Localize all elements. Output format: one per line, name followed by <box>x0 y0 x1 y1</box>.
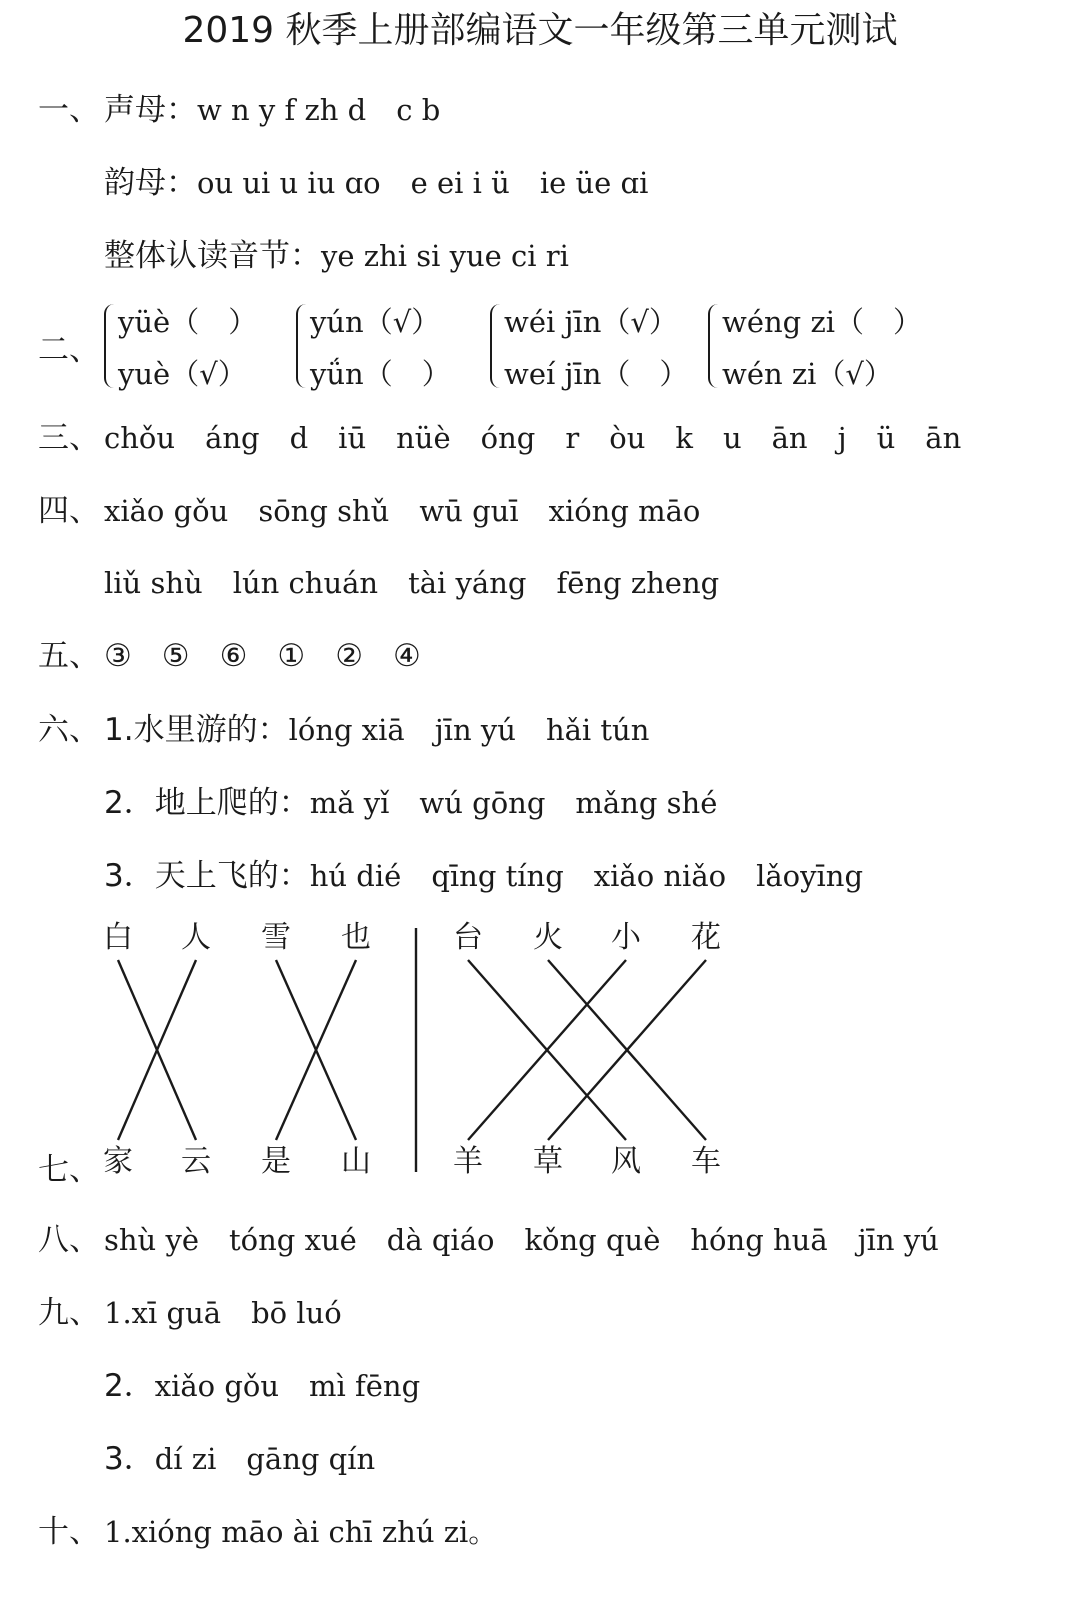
answer-item: d <box>289 421 309 455</box>
answer-item: mǎ yǐ <box>309 786 390 820</box>
answer-item: mì fēng <box>309 1369 421 1403</box>
answer-item: wú gōng <box>419 786 546 820</box>
choice-bottom: yuè（√） <box>118 357 247 391</box>
answer-item: sōng shǔ <box>258 494 390 528</box>
answer-item: j <box>837 421 847 455</box>
label-yunmu: 韵母： <box>104 165 197 201</box>
answer-item: ān <box>925 421 962 455</box>
answer-item: ān <box>771 421 808 455</box>
category-label: 1.水里游的： <box>104 712 289 748</box>
answer-item: tài yáng <box>408 566 527 600</box>
answer-item: xiǎo gǒu <box>154 1369 280 1403</box>
answer-item: áng <box>205 421 260 455</box>
section-number-9: 九、 <box>38 1295 100 1331</box>
answer-item: ye zhi si yue ci ri <box>321 239 569 273</box>
choice-bottom: wén zi（√） <box>722 357 893 391</box>
answer-item: lún chuán <box>232 566 379 600</box>
answer-item: jīn yú <box>434 713 516 747</box>
choice-bottom: yǘn（ ） <box>310 357 451 391</box>
answer-item: dí zi <box>154 1442 217 1476</box>
answer-item: fēng zheng <box>556 566 720 600</box>
answer-item: ① <box>277 638 306 674</box>
section-number-3: 三、 <box>38 420 100 456</box>
answer-item: ou ui u iu ɑo <box>197 166 381 200</box>
answer-item: xiǎo gǒu <box>104 494 229 528</box>
choice-top: yún（√） <box>310 305 441 339</box>
section-number-7: 七、 <box>38 1152 100 1188</box>
match-char-top: 雪 <box>261 920 291 955</box>
match-char-bottom: 车 <box>691 1144 721 1179</box>
match-char-bottom: 云 <box>181 1144 211 1179</box>
answer-item: òu <box>609 421 646 455</box>
answer-item: ④ <box>392 638 421 674</box>
answer-item: xiǎo niǎo <box>593 859 727 893</box>
match-char-top: 火 <box>533 920 563 955</box>
answer-item: hú dié <box>309 859 402 893</box>
section-number-5: 五、 <box>38 638 100 674</box>
answer-item: ⑥ <box>219 638 248 674</box>
match-char-top: 人 <box>181 920 211 955</box>
item-number: 3． <box>104 1441 155 1477</box>
section-number-8: 八、 <box>38 1222 100 1258</box>
match-char-bottom: 羊 <box>453 1144 483 1179</box>
answer-item: wū guī <box>419 494 519 528</box>
answer-item: tóng xué <box>229 1223 357 1257</box>
match-char-top: 花 <box>691 920 721 955</box>
answer-item: r <box>565 421 580 455</box>
answer-item: ü <box>876 421 896 455</box>
section-number-6: 六、 <box>38 712 100 748</box>
answer-item: ② <box>335 638 363 674</box>
answer-item: shù yè <box>104 1223 200 1257</box>
match-char-bottom: 草 <box>533 1144 563 1179</box>
answer-item: mǎng shé <box>575 786 718 820</box>
match-char-bottom: 是 <box>261 1144 291 1179</box>
answer-item: óng <box>480 421 536 455</box>
answer-item: bō luó <box>251 1296 342 1330</box>
match-char-top: 台 <box>453 920 483 955</box>
answer-item: iū <box>338 421 367 455</box>
answer-item: jīn yú <box>857 1223 939 1257</box>
match-char-top: 白 <box>103 920 133 955</box>
label-shengmu: 声母： <box>104 92 197 128</box>
answer-item: dà qiáo <box>386 1223 495 1257</box>
section-8-answers <box>104 1220 939 1260</box>
answer-item: lóng xiā <box>288 713 405 747</box>
choice-top: yüè（ ） <box>118 305 258 339</box>
answer-item: hóng huā <box>690 1223 828 1257</box>
match-char-bottom: 家 <box>103 1144 133 1179</box>
section-number-4: 四、 <box>38 493 100 529</box>
answer-item: ③ <box>104 638 132 674</box>
category-label: 2．地上爬的： <box>104 785 310 821</box>
section-9-line-3 <box>104 1439 375 1485</box>
choice-top: wéng zi（ ） <box>722 305 922 339</box>
answer-item: qīng tíng <box>431 859 564 893</box>
answer-item: xī guā <box>131 1296 222 1330</box>
answer-item: e ei i ü <box>410 166 510 200</box>
section-number-2: 二、 <box>38 332 100 368</box>
section-number-1: 一、 <box>38 92 100 128</box>
answer-item: lǎoyīng <box>756 859 864 893</box>
item-number: 1. <box>104 1296 132 1330</box>
choice-top: wéi jīn（√） <box>504 305 678 339</box>
item-number: 2． <box>104 1368 155 1404</box>
section-10-sentence: 1.xióng māo ài chī zhú zi。 <box>104 1515 498 1549</box>
section-number-10: 十、 <box>38 1514 100 1550</box>
match-char-bottom: 风 <box>611 1144 641 1179</box>
section-9-line-1 <box>104 1293 342 1339</box>
answer-item: gāng qín <box>246 1442 376 1476</box>
answer-item: kǒng què <box>524 1223 661 1257</box>
answer-item: k <box>675 421 693 455</box>
answer-item: chǒu <box>104 421 176 455</box>
answer-item: c b <box>396 93 441 127</box>
match-char-top: 小 <box>611 920 641 955</box>
section-9-line-2 <box>104 1366 420 1412</box>
choice-bottom: weí jīn（ ） <box>504 357 689 391</box>
answer-item: nüè <box>396 421 451 455</box>
match-char-bottom: 山 <box>341 1144 371 1179</box>
answer-item: ie üe ɑi <box>539 166 649 200</box>
answer-item: xióng māo <box>548 494 701 528</box>
answer-item: ⑤ <box>161 638 190 674</box>
match-char-top: 也 <box>341 920 371 955</box>
label-zhengti: 整体认读音节： <box>104 238 321 274</box>
answer-item: liǔ shù <box>104 566 203 600</box>
answer-item: hǎi tún <box>545 713 650 747</box>
category-label: 3．天上飞的： <box>104 858 310 894</box>
answer-item: u <box>722 421 742 455</box>
page-title: 2019 秋季上册部编语文一年级第三单元测试 <box>182 10 898 51</box>
answer-item: w n y f zh d <box>197 93 367 127</box>
